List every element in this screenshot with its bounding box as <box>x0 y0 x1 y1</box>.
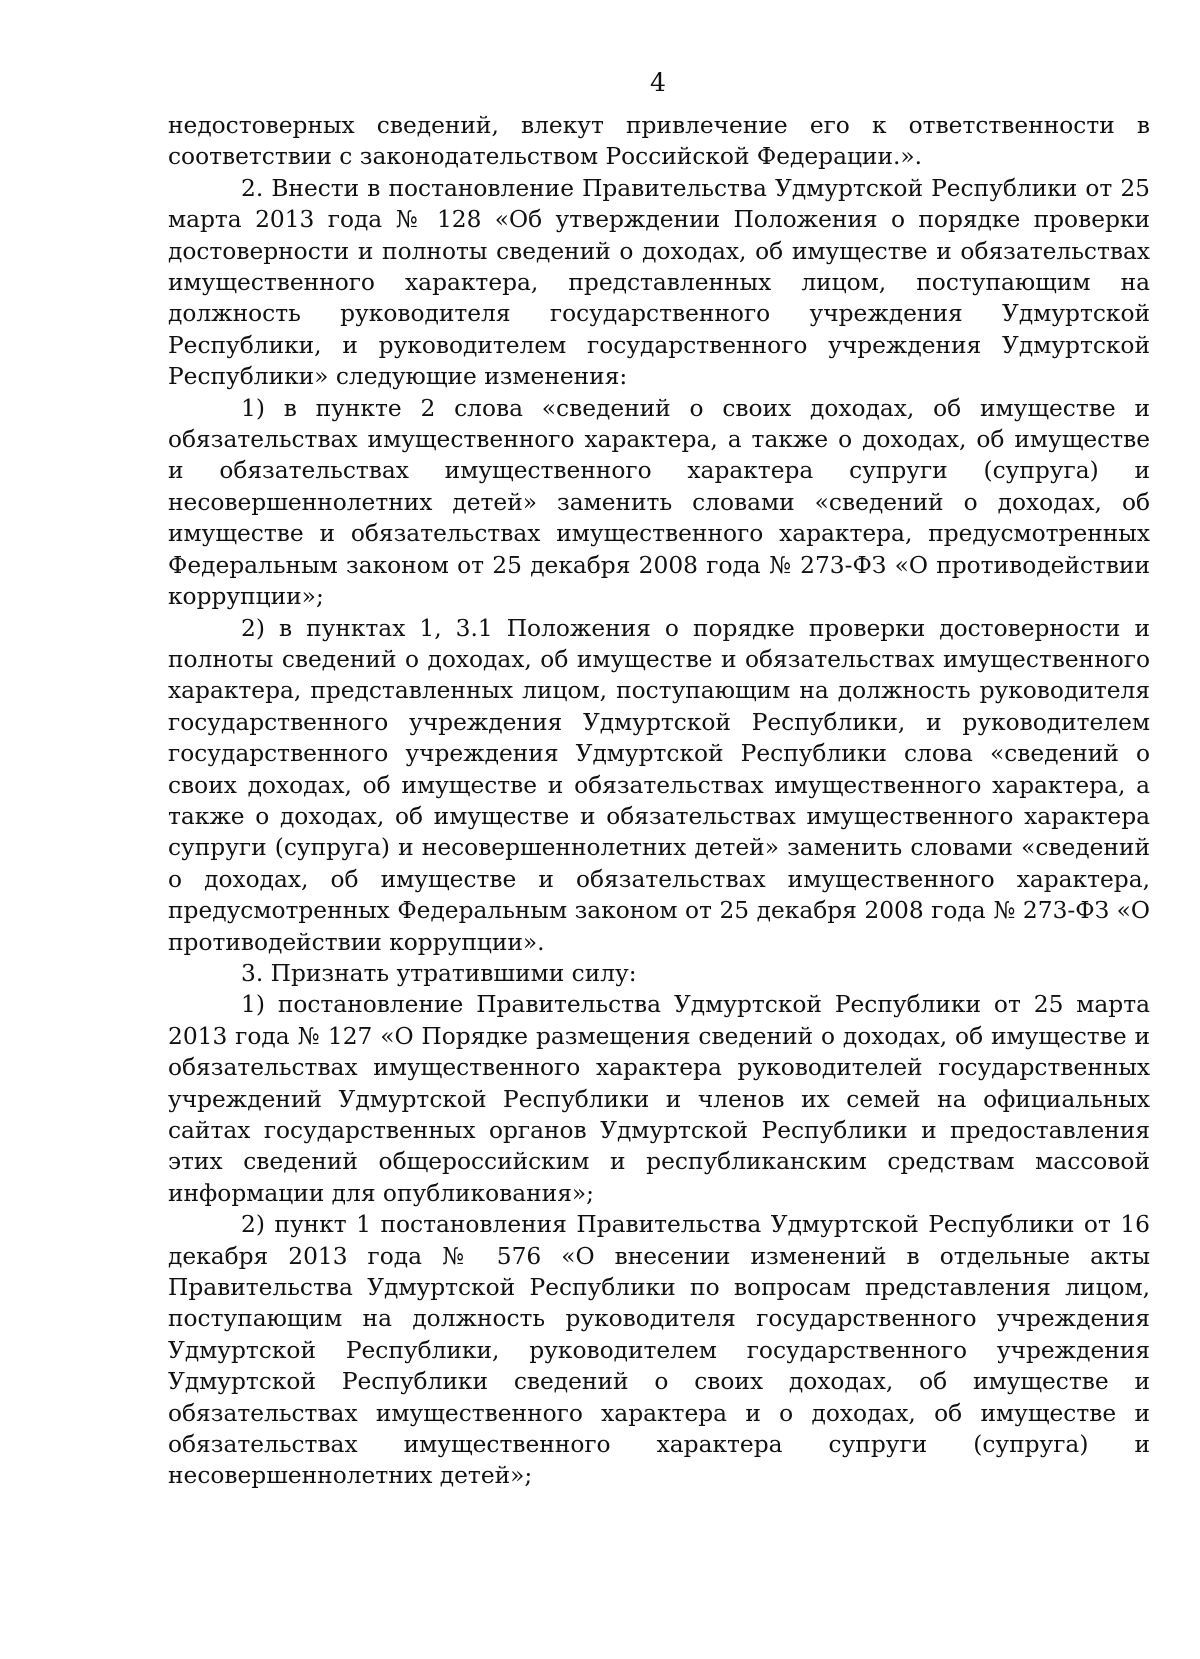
page-number: 4 <box>650 68 666 97</box>
paragraph-item-2-1: 1) в пункте 2 слова «сведений о своих доходах, об имуществе и обязательствах имущественного характера, а также о доходах, об имуществе и обязательствах имущественного характера супруги (супруга) и несовершеннолетних детей» заменить словами «сведений о доходах, об имуществе и обязательствах имущественного характера, предусмотренных Федеральным законом от 25 декабря 2008 года № 273-ФЗ «О противодействии коррупции»; <box>168 394 1150 611</box>
paragraph-item-3: 3. Признать утратившими силу: <box>241 959 637 987</box>
paragraph-item-3-2: 2) пункт 1 постановления Правительства Удмуртской Республики от 16 декабря 2013 года № 576 «О внесении изменений в отдельные акты Правительства Удмуртской Республики по вопросам представления лицом, поступающим на должность руководителя государственного учреждения Удмуртской Республики, руководителем государственного учреждения Удмуртской Республики сведений о своих доходах, об имуществе и обязательствах имущественного характера и о доходах, об имуществе и обязательствах имущественного характера супруги (супруга) и несовершеннолетних детей»; <box>168 1211 1150 1490</box>
paragraph-item-2: 2. Внести в постановление Правительства Удмуртской Республики от 25 марта 2013 года № 128 «Об утверждении Положения о порядке проверки достоверности и полноты сведений о доходах, об имуществе и обязательствах имущественного характера, представленных лицом, поступающим на должность руководителя государственного учреждения Удмуртской Республики, и руководителем государственного учреждения Удмуртской Республики» следующие изменения: <box>168 174 1150 391</box>
paragraph-item-2-2: 2) в пунктах 1, 3.1 Положения о порядке проверки достоверности и полноты сведений о доходах, об имуществе и обязательствах имущественного характера, представленных лицом, поступающим на должность руководителя государственного учреждения Удмуртской Республики, и руководителем государственного учреждения Удмуртской Республики слова «сведений о своих доходах, об имуществе и обязательствах имущественного характера, а также о доходах, об имуществе и обязательствах имущественного характера супруги (супруга) и несовершеннолетних детей» заменить словами «сведений о доходах, об имуществе и обязательствах имущественного характера, предусмотренных Федеральным законом от 25 декабря 2008 года № 273-ФЗ «О противодействии коррупции». <box>168 614 1150 956</box>
paragraph-continuation: недостоверных сведений, влекут привлечение его к ответственности в соответствии с законодательством Российской Федерации.». <box>168 112 1150 171</box>
paragraph-item-3-1: 1) постановление Правительства Удмуртской Республики от 25 марта 2013 года № 127 «О Порядке размещения сведений о доходах, об имуществе и обязательствах имущественного характера руководителей государственных учреждений Удмуртской Республики и членов их семей на официальных сайтах государственных органов Удмуртской Республики и предоставления этих сведений общероссийским и республиканским средствам массовой информации для опубликования»; <box>168 991 1150 1207</box>
document-body <box>168 110 1150 1492</box>
